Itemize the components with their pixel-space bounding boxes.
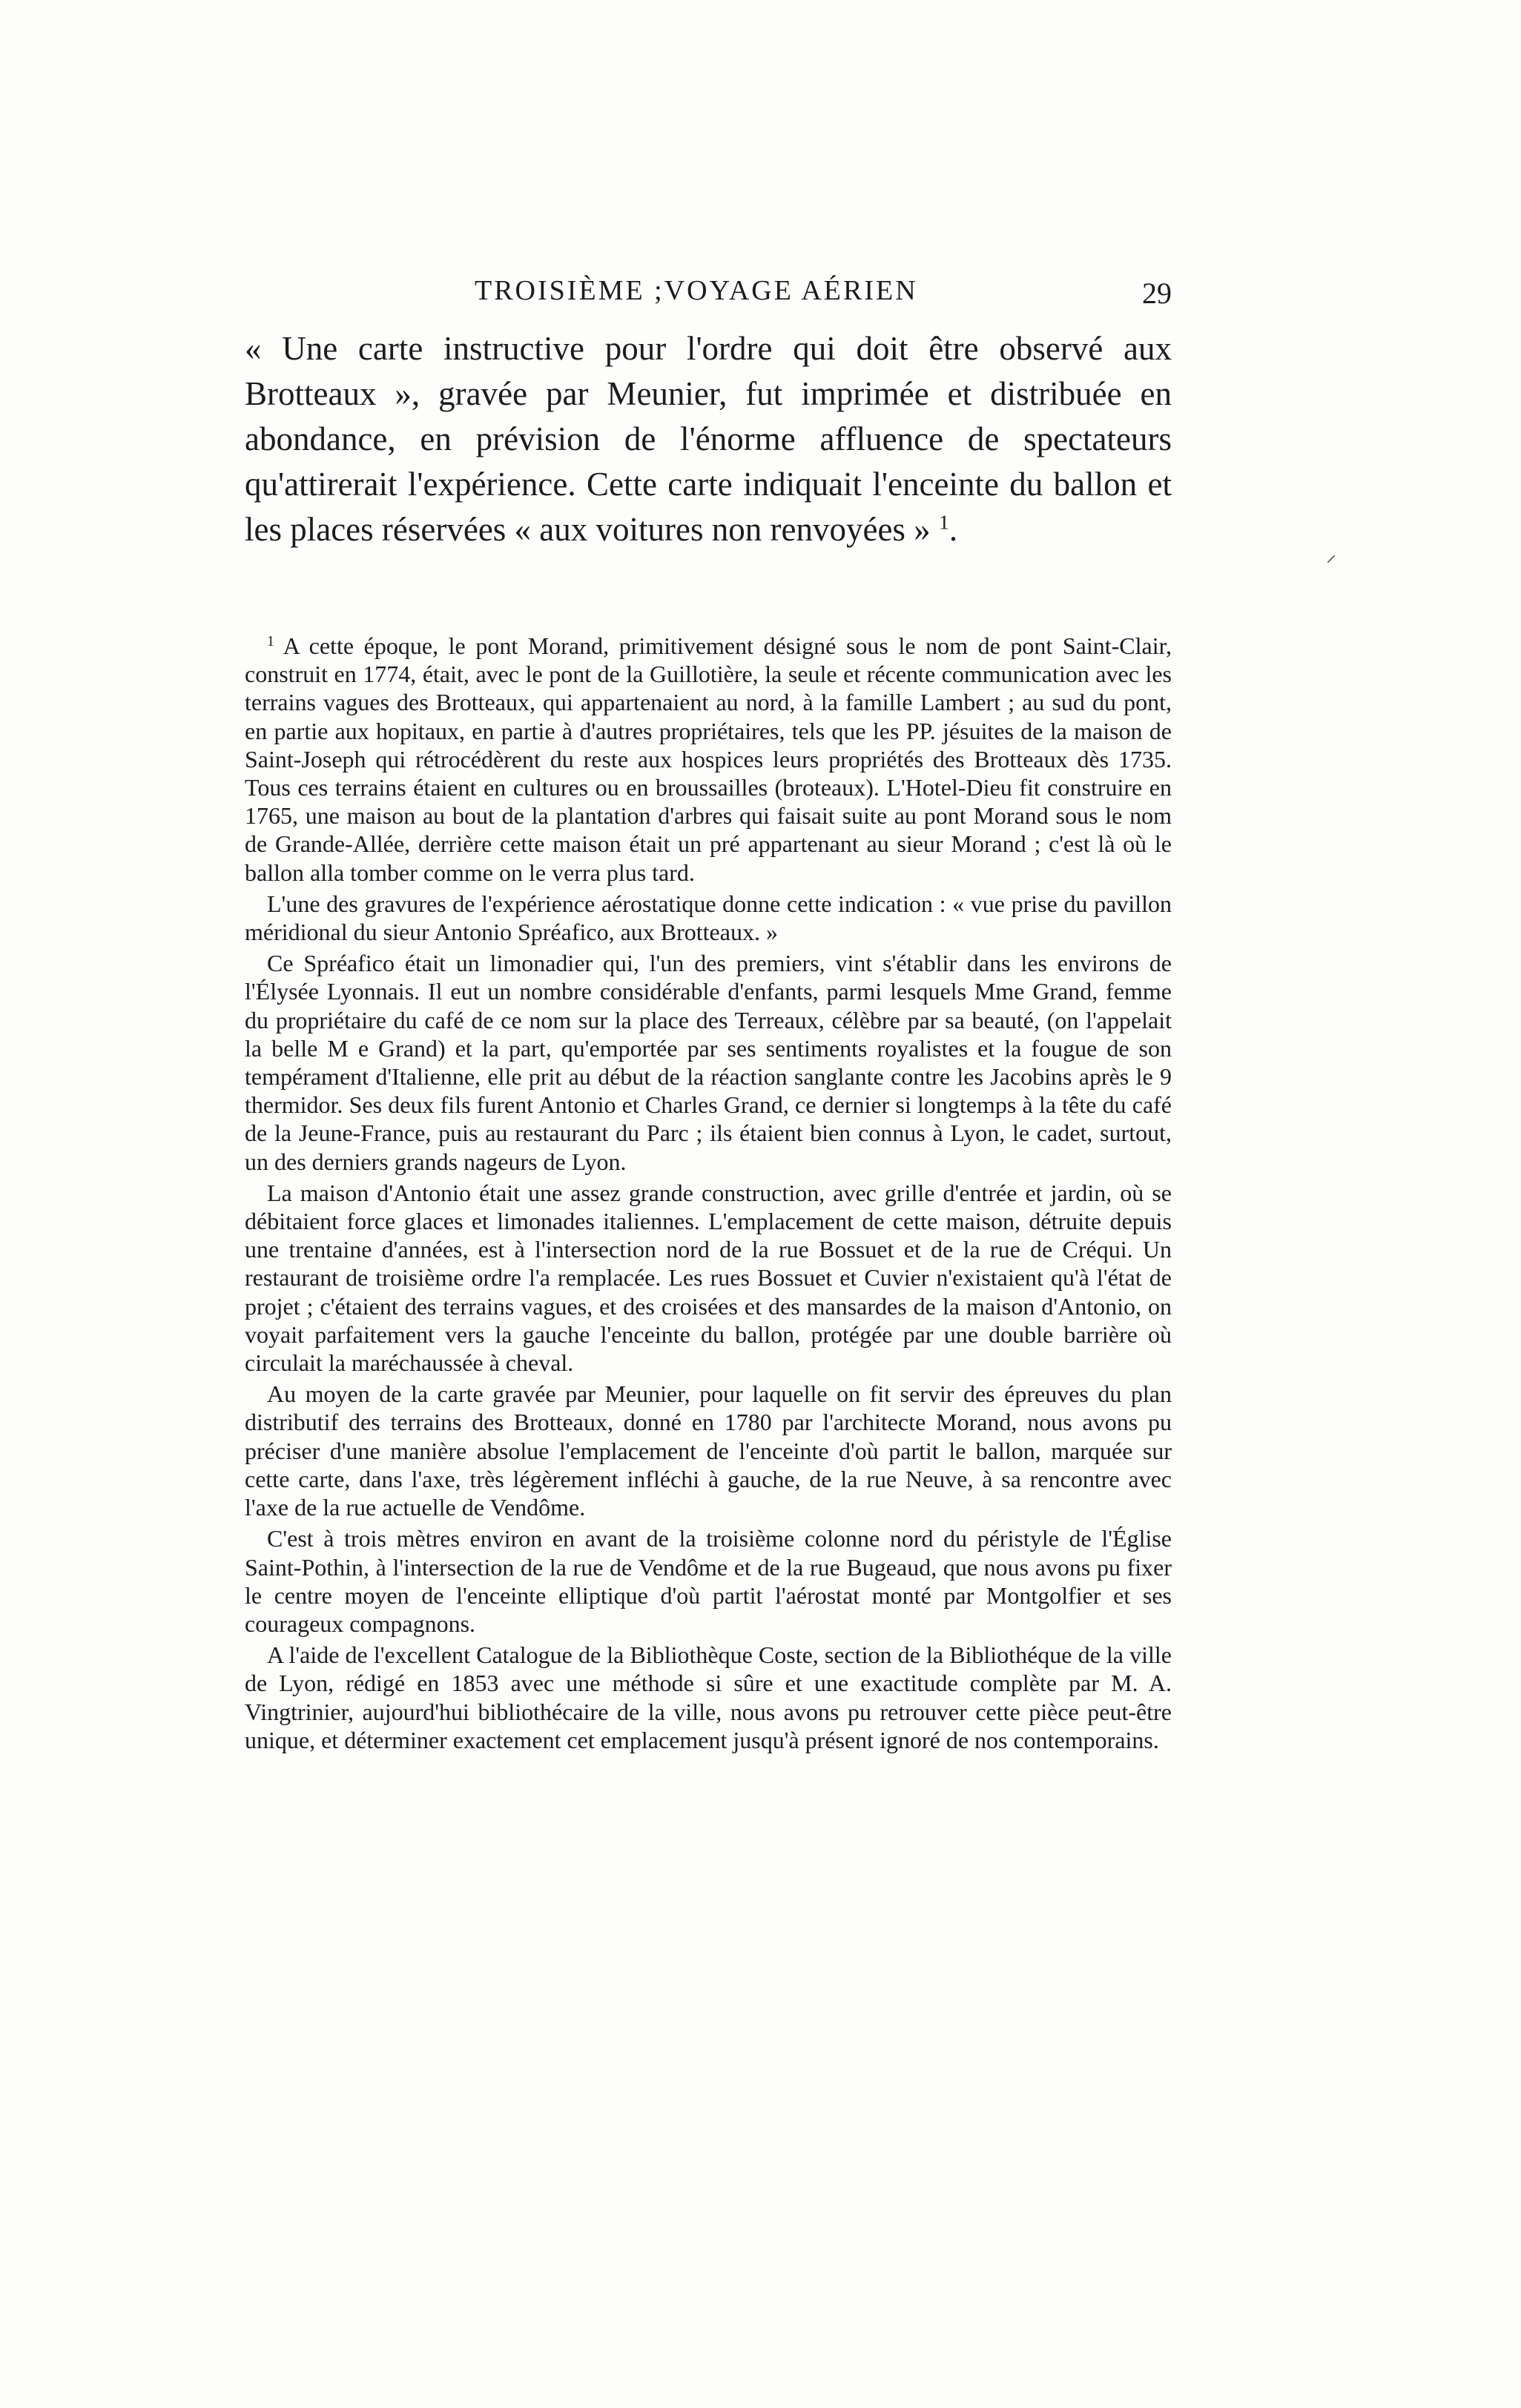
footnote-paragraph: Au moyen de la carte gravée par Meunier, pour laquelle on fit servir des épreuves du plan distributif des terrains des Brotteaux, donné en 1780 par l'architecte Morand, nous avons pu préciser d'une manière absolue l'emplacement de l'enceinte d'où partit le ballon, marquée sur cette carte, dans l'axe, très légèrement infléchi à gauche, de la rue Neuve, à sa rencontre avec l'axe de la rue actuelle de Vendôme. — [245, 1380, 1172, 1521]
footnote-paragraph — [245, 632, 1172, 887]
running-title: TROISIÈME ;VOYAGE AÉRIEN — [475, 275, 918, 306]
footnotes — [245, 632, 1172, 1757]
page-header — [245, 274, 1172, 319]
footnote-paragraph: L'une des gravures de l'expérience aérostatique donne cette indication : « vue prise du pavillon méridional du sieur Antonio Spréafico, aux Brotteaux. » — [245, 890, 1172, 946]
margin-mark: ⸝ — [1326, 543, 1337, 566]
footnote-paragraph: Ce Spréafico était un limonadier qui, l'un des premiers, vint s'établir dans les environs de l'Élysée Lyonnais. Il eut un nombre considérable d'enfants, parmi lesquels Mme Grand, femme du propriétaire du café de ce nom sur la place des Terreaux, célèbre par sa beauté, (on l'appelait la belle M e Grand) et la part, qu'emportée par ses sentiments royalistes et la fougue de son tempérament d'Italienne, elle prit au début de la réaction sanglante contre les Jacobins après le 9 thermidor. Ses deux fils furent Antonio et Charles Grand, ce dernier si longtemps à la tête du café de la Jeune-France, puis au restaurant du Parc ; ils étaient bien connus à Lyon, le cadet, surtout, un des derniers grands nageurs de Lyon. — [245, 950, 1172, 1175]
main-paragraph — [245, 326, 1172, 552]
footnote-number: 1 — [267, 633, 274, 650]
footnote-reference: 1 — [938, 511, 949, 535]
footnote-paragraph: La maison d'Antonio était une assez grande construction, avec grille d'entrée et jardin, où se débitaient force glaces et limonades italiennes. L'emplacement de cette maison, détruite depuis une trentaine d'années, est à l'intersection nord de la rue Bossuet et de la rue de Créqui. Un restaurant de troisième ordre l'a remplacée. Les rues Bossuet et Cuvier n'existaient qu'à l'état de projet ; c'étaient des terrains vagues, et des croisées et des mansardes de la maison d'Antonio, on voyait parfaitement vers la gauche l'enceinte du ballon, protégée par une double barrière où circulait la maréchaussée à cheval. — [245, 1179, 1172, 1377]
main-paragraph-text: « Une carte instructive pour l'ordre qui doit être observé aux Brotteaux », gravée par Meunier, fut imprimée et distribuée en abondance, en prévision de l'énorme affluence de spectateurs qu'attirerait l'expérience. Cette carte indiquait l'enceinte du ballon et les places réservées « aux voitures non renvoyées » — [245, 330, 1172, 548]
page-number: 29 — [1142, 277, 1172, 310]
footnote-text: A cette époque, le pont Morand, primitivement désigné sous le nom de pont Saint-Clair, construit en 1774, était, avec le pont de la Guillotière, la seule et récente communication avec les terrains vagues des Brotteaux, qui appartenaient au nord, à la famille Lambert ; au sud du pont, en partie aux hopitaux, en partie à d'autres propriétaires, tels que les PP. jésuites de la maison de Saint-Joseph qui rétrocédèrent du reste aux hospices leurs propriétés des Brotteaux dès 1735. Tous ces terrains étaient en cultures ou en broussailles (broteaux). L'Hotel-Dieu fit construire en 1765, une maison au bout de la plantation d'arbres qui faisait suite au pont Morand sous le nom de Grande-Allée, derrière cette maison était un pré appartenant au sieur Morand ; c'est là où le ballon alla tomber comme on le verra plus tard. — [245, 632, 1172, 886]
main-text — [245, 326, 1172, 552]
footnote-paragraph: A l'aide de l'excellent Catalogue de la Bibliothèque Coste, section de la Bibliothéque de la ville de Lyon, rédigé en 1853 avec une méthode si sûre et une exactitude complète par M. A. Vingtrinier, aujourd'hui bibliothécaire de la ville, nous avons pu retrouver cette pièce peut-être unique, et déterminer exactement cet emplacement jusqu'à présent ignoré de nos contemporains. — [245, 1641, 1172, 1753]
main-paragraph-end: . — [948, 511, 958, 548]
footnote-paragraph: C'est à trois mètres environ en avant de la troisième colonne nord du péristyle de l'Église Saint-Pothin, à l'intersection de la rue de Vendôme et de la rue Bugeaud, que nous avons pu fixer le centre moyen de l'enceinte elliptique d'où partit l'aérostat monté par Montgolfier et ses courageux compagnons. — [245, 1525, 1172, 1637]
